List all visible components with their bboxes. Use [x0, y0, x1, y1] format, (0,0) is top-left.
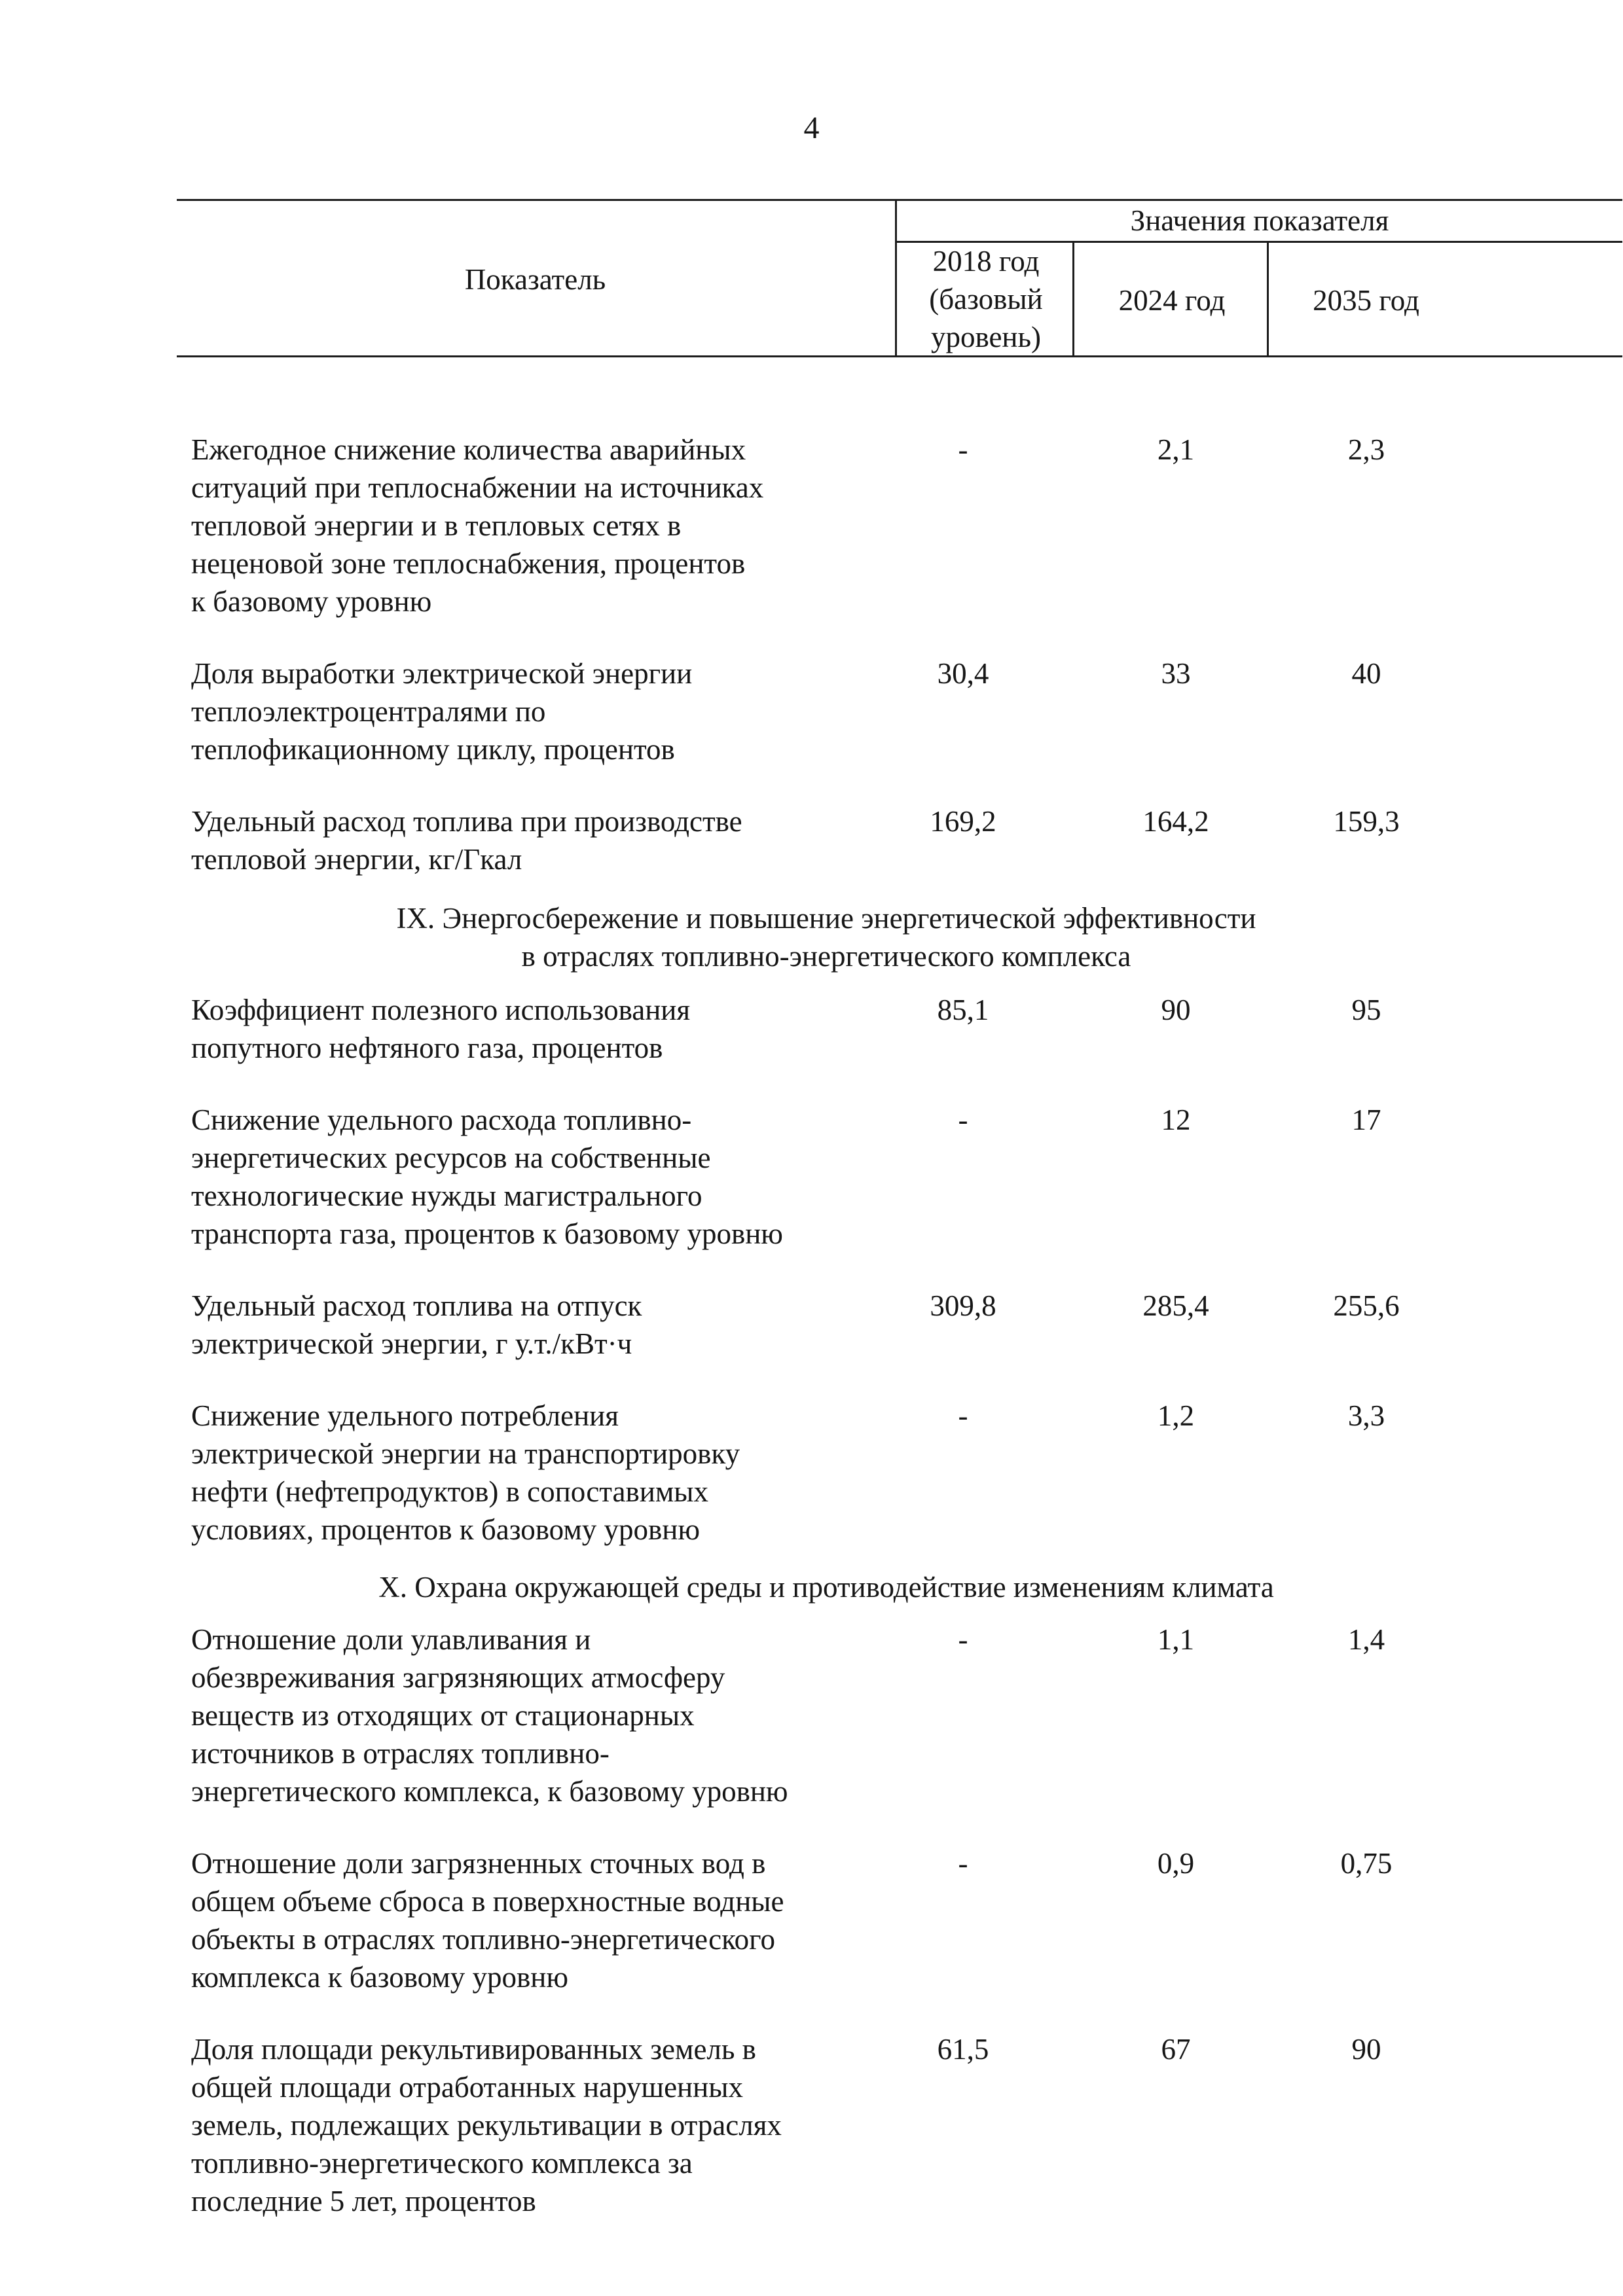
table-row — [191, 1287, 1461, 1363]
indicator-label: Снижение удельного потребления электрической энергии на транспортировку нефти (нефтепродуктов) в сопоставимых условиях, процентов к базовому уровню — [191, 1399, 740, 1546]
indicator-label: Удельный расход топлива на отпуск электрической энергии, г у.т./кВт·ч — [191, 1289, 642, 1360]
value-2035: 95 — [1351, 994, 1381, 1026]
indicator-label: Коэффициент полезного использования попутного нефтяного газа, процентов — [191, 994, 691, 1064]
indicator-label: Доля площади рекультивированных земель в общей площади отработанных нарушенных земель, подлежащих рекультивации в отраслях топливно-энергетического комплекса за последние 5 лет, процентов — [191, 2033, 782, 2217]
value-2024: 1,2 — [1157, 1399, 1195, 1432]
table-row — [191, 991, 1461, 1067]
table-row — [191, 655, 1461, 768]
value-2024: 164,2 — [1142, 805, 1209, 838]
table-row — [191, 1397, 1461, 1549]
value-2024: 0,9 — [1157, 1847, 1195, 1880]
value-2035: 159,3 — [1333, 805, 1400, 838]
header-values-group: Значения показателя — [1130, 204, 1389, 237]
value-2018: 30,4 — [937, 657, 989, 690]
value-2035: 255,6 — [1333, 1289, 1400, 1322]
value-2035: 17 — [1351, 1103, 1381, 1136]
table-top-rule — [177, 199, 1622, 201]
value-2035: 3,3 — [1347, 1399, 1385, 1432]
value-2018: - — [958, 1623, 968, 1656]
header-year-2024: 2024 год — [1118, 284, 1226, 317]
value-2024: 2,1 — [1157, 433, 1195, 466]
value-2018: - — [958, 1103, 968, 1136]
value-2018: - — [958, 433, 968, 466]
table-row — [191, 1621, 1461, 1810]
value-2024: 33 — [1161, 657, 1191, 690]
table-body — [191, 397, 1461, 2220]
value-2018: - — [958, 1399, 968, 1432]
value-2024: 67 — [1161, 2033, 1191, 2066]
section-title: X. Охрана окружающей среды и противодействие изменениям климата — [378, 1571, 1274, 1604]
value-2035: 2,3 — [1347, 433, 1385, 466]
indicator-label: Отношение доли улавливания и обезвреживания загрязняющих атмосферу веществ из отходящих от стационарных источников в отраслях топливно- энергетического комплекса, к базовому уровню — [191, 1623, 788, 1808]
value-2018: 61,5 — [937, 2033, 989, 2066]
header-year-2035: 2035 год — [1313, 284, 1419, 317]
value-2035: 1,4 — [1347, 1623, 1385, 1656]
header-indicator: Показатель — [464, 263, 606, 296]
value-2024: 285,4 — [1142, 1289, 1209, 1322]
value-2035: 0,75 — [1340, 1847, 1393, 1880]
indicator-label: Снижение удельного расхода топливно- энергетических ресурсов на собственные технологические нужды магистрального транспорта газа, процентов к базовому уровню — [191, 1103, 783, 1250]
table-row — [191, 802, 1461, 878]
page-number: 4 — [803, 111, 820, 145]
section-title: IX. Энергосбережение и повышение энергетической эффективности в отраслях топливно-энергетического комплекса — [396, 902, 1256, 973]
value-2035: 40 — [1351, 657, 1381, 690]
table-row — [191, 2030, 1461, 2220]
indicator-label: Отношение доли загрязненных сточных вод в общем объеме сброса в поверхностные водные объекты в отраслях топливно-энергетического комплекса к базовому уровню — [191, 1847, 784, 1994]
indicator-label: Доля выработки электрической энергии теплоэлектроцентралями по теплофикационному циклу, процентов — [191, 657, 693, 766]
value-2024: 1,1 — [1157, 1623, 1195, 1656]
value-2024: 90 — [1161, 994, 1191, 1026]
value-2018: 85,1 — [937, 994, 989, 1026]
table-row — [191, 431, 1461, 620]
value-2018: - — [958, 1847, 968, 1880]
table-row — [191, 1844, 1461, 1996]
value-2024: 12 — [1161, 1103, 1191, 1136]
indicator-label: Удельный расход топлива при производстве тепловой энергии, кг/Гкал — [191, 805, 742, 876]
header-year-2018: 2018 год (базовый уровень) — [929, 245, 1043, 353]
value-2035: 90 — [1351, 2033, 1381, 2066]
indicator-label: Ежегодное снижение количества аварийных ситуаций при теплоснабжении на источниках тепловой энергии и в тепловых сетях в неценовой зоне теплоснабжения, процентов к базовому уровню — [191, 433, 764, 618]
table-row — [191, 1101, 1461, 1253]
value-2018: 169,2 — [930, 805, 996, 838]
value-2018: 309,8 — [930, 1289, 996, 1322]
